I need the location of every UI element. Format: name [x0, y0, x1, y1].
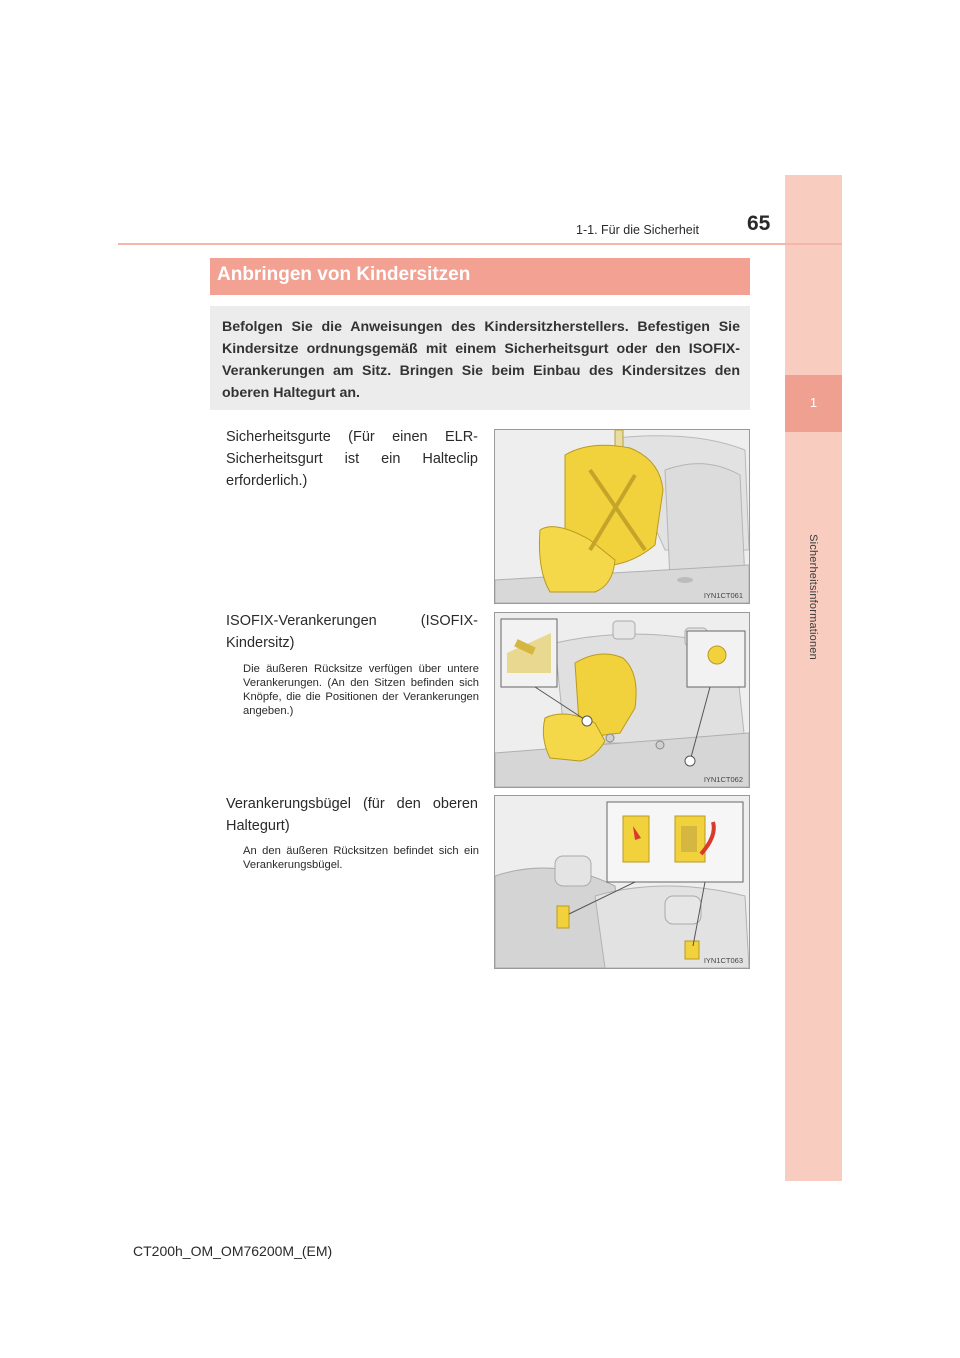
isofix-anchors-illustration: [495, 613, 749, 787]
figure-code: IYN1CT062: [703, 775, 743, 784]
side-tab: [785, 175, 842, 1181]
section-title-bar: [210, 258, 750, 295]
figure-seatbelt: [494, 429, 750, 604]
item-desc-anchor-bracket: An den äußeren Rücksitzen befindet sich ein Verankerungsbügel.: [243, 845, 479, 871]
header-section: 1-1. Für die Sicherheit: [576, 223, 699, 237]
figure-code: IYN1CT061: [703, 591, 743, 600]
item-title-seatbelt: Sicherheitsgurte (Für einen ELR-Sicherheitsgurt ist ein Halteclip erforderlich.): [226, 429, 478, 489]
chapter-title: Sicherheitsinformationen: [807, 534, 819, 660]
item-title-anchor-bracket: Verankerungsbügel (für den oberen Haltegurt): [226, 796, 478, 834]
section-title: Anbringen von Kindersitzen: [217, 264, 471, 285]
child-seat-seatbelt-illustration: [495, 430, 749, 603]
intro-text: Befolgen Sie die Anweisungen des Kindersitzherstellers. Befestigen Sie Kindersitze ordnungsgemäß mit einem Sicherheitsgurt oder den ISOFIX-Verankerungen am Sitz. Bringen Sie beim Einbau des Kindersitzes den oberen Haltegurt an.: [222, 319, 740, 401]
chapter-number: 1: [809, 395, 818, 410]
item-title-isofix: ISOFIX-Verankerungen (ISOFIX-Kindersitz): [226, 613, 478, 651]
page-number: 65: [747, 212, 771, 235]
item-desc-isofix: Die äußeren Rücksitze verfügen über untere Verankerungen. (An den Sitzen befinden sich Knöpfe, die die Positionen der Verankerungen angeben.): [243, 663, 479, 717]
figure-isofix: [494, 612, 750, 788]
footer-doc-code: CT200h_OM_OM76200M_(EM): [133, 1243, 333, 1259]
intro-box: [210, 306, 750, 410]
header-divider: [118, 243, 842, 245]
figure-anchor-bracket: [494, 795, 750, 969]
figure-code: IYN1CT063: [703, 956, 743, 965]
anchor-bracket-illustration: [495, 796, 749, 968]
